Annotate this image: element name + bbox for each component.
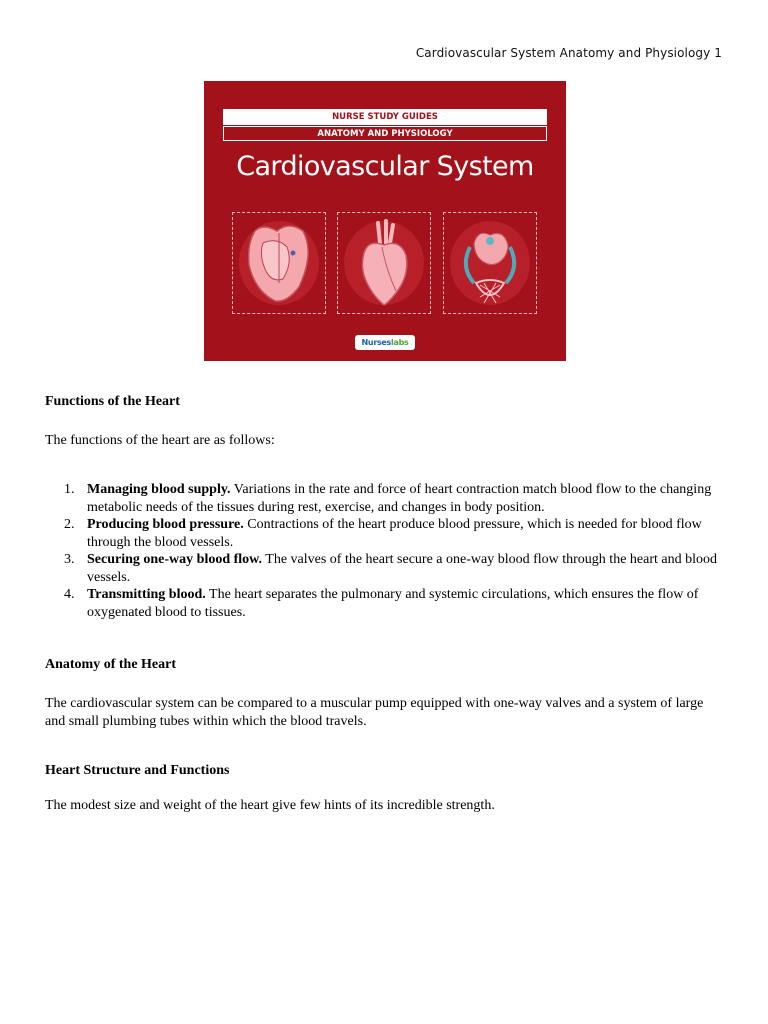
list-item-title: Managing blood supply. [87,482,231,497]
list-item [45,516,725,551]
heart-cross-section-panel [232,212,326,314]
list-item-title: Transmitting blood. [87,587,206,602]
nurseslabs-logo: Nurseslabs [355,335,415,350]
banner-anatomy-physiology: ANATOMY AND PHYSIOLOGY [223,126,547,141]
list-item-number: 1. [64,482,75,497]
anatomy-paragraph: The cardiovascular system can be compared to a muscular pump equipped with one-way valves and a system of large and small plumbing tubes within which the blood travels. [45,696,704,729]
list-item-text: Contractions of the heart produce blood pressure, which is needed for blood flow through the blood vessels. [87,517,702,550]
heart-exterior-icon [338,213,430,313]
list-item-number: 3. [64,552,75,567]
anatomy-heading: Anatomy of the Heart [45,657,177,672]
cover-image [204,81,566,361]
structure-paragraph: The modest size and weight of the heart give few hints of its incredible strength. [45,798,495,813]
list-item-number: 2. [64,517,75,532]
heart-exterior-panel [337,212,431,314]
list-item-title: Securing one-way blood flow. [87,552,263,567]
list-item-text: The valves of the heart secure a one-way blood flow through the heart and blood vessels. [87,552,717,585]
structure-heading: Heart Structure and Functions [45,763,230,778]
list-item-text: The heart separates the pulmonary and systemic circulations, which ensures the flow of oxygenated blood to tissues. [87,587,699,620]
list-item-title: Producing blood pressure. [87,517,244,532]
list-item [45,551,725,586]
functions-list [45,481,725,621]
list-item [45,586,725,621]
functions-heading: Functions of the Heart [45,394,180,409]
heart-circulation-panel [443,212,537,314]
heart-circulation-icon [444,213,536,313]
banner-nurse-study-guides: NURSE STUDY GUIDES [223,109,547,125]
list-item-text: Variations in the rate and force of heart contraction match blood flow to the changing metabolic needs of the tissues during rest, exercise, and changes in body position. [87,482,712,515]
running-header: Cardiovascular System Anatomy and Physiology 1 [415,46,722,60]
list-item-number: 4. [64,587,75,602]
functions-intro: The functions of the heart are as follows: [45,433,275,448]
list-item [45,481,725,516]
heart-cross-section-icon [233,213,325,313]
cover-title: Cardiovascular System [236,151,534,182]
